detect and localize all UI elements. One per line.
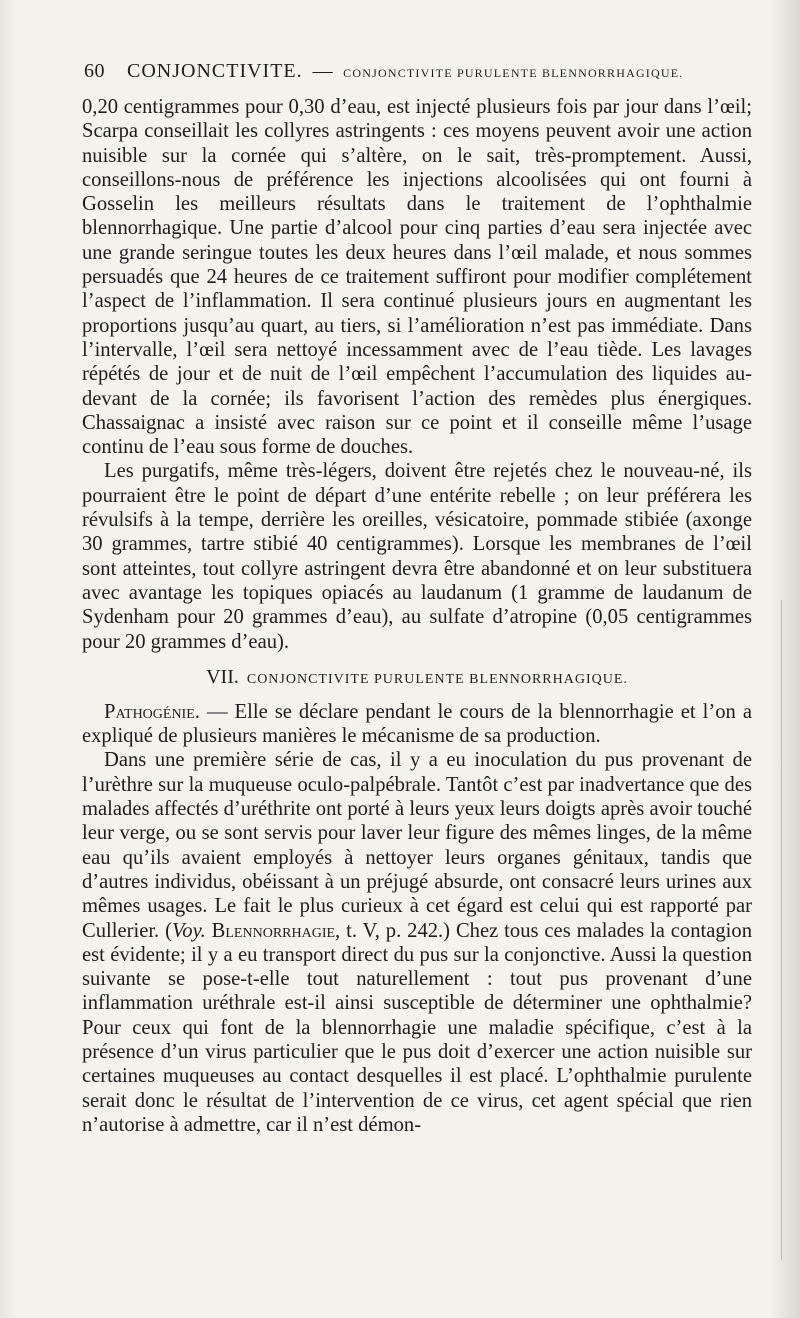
inoculation-text-b: t. V, p. 242.) Chez tous ces malades la contagion est évidente; il y a eu transport direct du pus sur la conjonctive. Aussi la question suivante se pose-t-elle tout naturellement : tout pus provenant d’une inflammation uréthrale est-il ainsi susceptible de déterminer une ophthalmie? Pour ceux qui font de la blennorrhagie une maladie spécifique, c’est à la présence d’un virus particulier que le pus doit d’exercer une action nuisible sur certaines muqueuses au contact desquelles il est placé. L’ophthalmie purulente serait donc le résultat de l’intervention de ce virus, cet agent spécial que rien n’autorise à admettre, car il n’est démon- xyxy=(82,919,752,1136)
paragraph-pathogenie xyxy=(82,700,752,749)
paragraph-inoculation xyxy=(82,748,752,1137)
paragraph-treatment: 0,20 centigrammes pour 0,30 d’eau, est injecté plusieurs fois par jour dans l’œil; Scarpa conseillait les collyres astringents : ces moyens peuvent avoir une action nuisible sur la cornée qui s’altère, on le sait, très-promptement. Aussi, conseillons-nous de préférence les injections alcoolisées qui ont fourni à Gosselin les meilleurs résultats dans le traitement de l’ophthalmie blennorrhagique. Une partie d’alcool pour cinq parties d’eau sera injectée avec une grande seringue toutes les deux heures dans l’œil malade, et nous sommes persuadés que 24 heures de ce traitement suffiront pour modifier complétement l’aspect de l’inflammation. Il sera continué plusieurs jours en augmentant les proportions jusqu’au quart, au tiers, si l’amélioration n’est pas immédiate. Dans l’intervalle, l’œil sera nettoyé incessamment avec de l’eau tiède. Les lavages répétés de jour et de nuit de l’œil empêchent l’accumulation des liquides au-devant de la cornée; ils favorisent l’action des remèdes plus énergiques. Chassaignac a insisté avec raison sur ce point et il conseille même l’usage continu de l’eau sous forme de douches. xyxy=(82,96,752,459)
section-heading: CONJONCTIVITE. xyxy=(127,60,303,82)
page-edge-line xyxy=(781,600,782,1260)
subsection-heading: CONJONCTIVITE PURULENTE BLENNORRHAGIQUE. xyxy=(343,66,684,80)
section-number: VII. xyxy=(206,665,239,688)
running-head xyxy=(84,60,764,83)
section-title xyxy=(82,667,752,690)
header-dash: — xyxy=(312,60,334,82)
page-number: 60 xyxy=(84,60,105,82)
voy-italic: Voy. xyxy=(171,919,206,942)
body-text xyxy=(82,95,752,1137)
pathogenie-text: — Elle se déclare pendant le cours de la blennorrhagie et l’on a expliqué de plusieurs manières le mécanisme de sa production. xyxy=(82,700,752,748)
pathogenie-label: Pathogénie. xyxy=(104,700,200,723)
inoculation-text-a: Dans une première série de cas, il y a eu inoculation du pus provenant de l’urèthre sur la muqueuse oculo-palpébrale. Tantôt c’est par inadvertance que des malades affectés d’uréthrite ont porté à leurs yeux leurs doigts après avoir touché leur verge, ou se sont servis pour laver leur figure des mêmes linges, de la même eau qu’ils avaient employés à nettoyer leurs organes génitaux, tandis que d’autres individus, obéissant à un préjugé absurde, ont consacré leurs urines aux mêmes usages. Le fait le plus curieux à cet égard est celui qui est rapporté par Cullerier. ( xyxy=(82,749,752,942)
blennorrhagie-ref: Blennorrhagie, xyxy=(205,919,341,942)
paragraph-purgatives: Les purgatifs, même très-légers, doivent être rejetés chez le nouveau-né, ils pourraient être le point de départ d’une entérite rebelle ; on leur préférera les révulsifs à la tempe, derrière les oreilles, vésicatoire, pommade stibiée (axonge 30 grammes, tartre stibié 40 centigrammes). Lorsque les membranes de l’œil sont atteintes, tout collyre astringent devra être abandonné et on leur substituera avec avantage les topiques opiacés au laudanum (1 gramme de laudanum de Sydenham pour 20 grammes d’eau), au sulfate d’atropine (0,05 centigrammes pour 20 grammes d’eau). xyxy=(82,460,752,653)
section-title-text: CONJONCTIVITE PURULENTE BLENNORRHAGIQUE. xyxy=(246,671,628,687)
